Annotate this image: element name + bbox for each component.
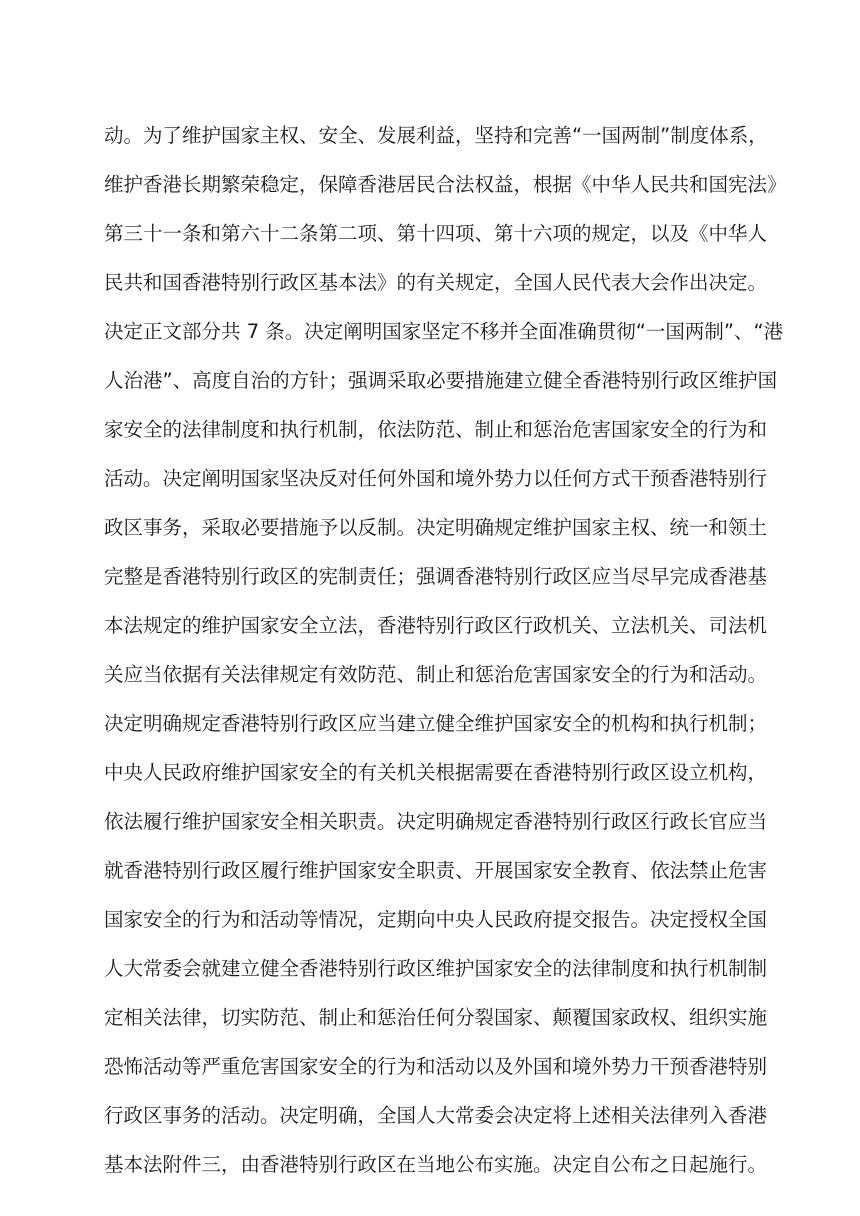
text-line: 决定明确规定香港特别行政区应当建立健全维护国家安全的机构和执行机制； [104, 712, 768, 735]
document-body [104, 111, 787, 1189]
text-line: 行政区事务的活动。决定明确，全国人大常委会决定将上述相关法律列入香港 [104, 1104, 768, 1127]
text-line: 国家安全的行为和活动等情况，定期向中央人民政府提交报告。决定授权全国 [104, 908, 768, 931]
text-line: 本法规定的维护国家安全立法，香港特别行政区行政机关、立法机关、司法机 [104, 614, 768, 637]
text-line: 恐怖活动等严重危害国家安全的行为和活动以及外国和境外势力干预香港特别 [104, 1055, 768, 1078]
text-line: 定相关法律，切实防范、制止和惩治任何分裂国家、颠覆国家政权、组织实施 [104, 1006, 768, 1029]
text-line: 关应当依据有关法律规定有效防范、制止和惩治危害国家安全的行为和活动。 [104, 663, 768, 686]
text-line: 动。为了维护国家主权、安全、发展利益，坚持和完善“一国两制”制度体系， [104, 124, 768, 147]
text-line: 政区事务，采取必要措施予以反制。决定明确规定维护国家主权、统一和领土 [104, 516, 768, 539]
text-line: 人治港”、高度自治的方针；强调采取必要措施建立健全香港特别行政区维护国 [104, 369, 778, 392]
text-line: 依法履行维护国家安全相关职责。决定明确规定香港特别行政区行政长官应当 [104, 810, 768, 833]
text-line: 基本法附件三，由香港特别行政区在当地公布实施。决定自公布之日起施行。 [104, 1153, 768, 1176]
text-line: 维护香港长期繁荣稳定，保障香港居民合法权益，根据《中华人民共和国宪法》 [104, 173, 787, 196]
text-line: 第三十一条和第六十二条第二项、第十四项、第十六项的规定，以及《中华人 [104, 222, 768, 245]
text-line: 中央人民政府维护国家安全的有关机关根据需要在香港特别行政区设立机构， [104, 761, 768, 784]
text-line: 民共和国香港特别行政区基本法》的有关规定，全国人民代表大会作出决定。 [104, 271, 768, 294]
text-line: 完整是香港特别行政区的宪制责任；强调香港特别行政区应当尽早完成香港基 [104, 565, 768, 588]
text-line: 人大常委会就建立健全香港特别行政区维护国家安全的法律制度和执行机制制 [104, 957, 768, 980]
text-line: 决定正文部分共 7 条。决定阐明国家坚定不移并全面准确贯彻“一国两制”、“港 [104, 320, 784, 343]
text-line: 就香港特别行政区履行维护国家安全职责、开展国家安全教育、依法禁止危害 [104, 859, 768, 882]
text-line: 家安全的法律制度和执行机制，依法防范、制止和惩治危害国家安全的行为和 [104, 418, 768, 441]
text-line: 活动。决定阐明国家坚决反对任何外国和境外势力以任何方式干预香港特别行 [104, 467, 768, 490]
